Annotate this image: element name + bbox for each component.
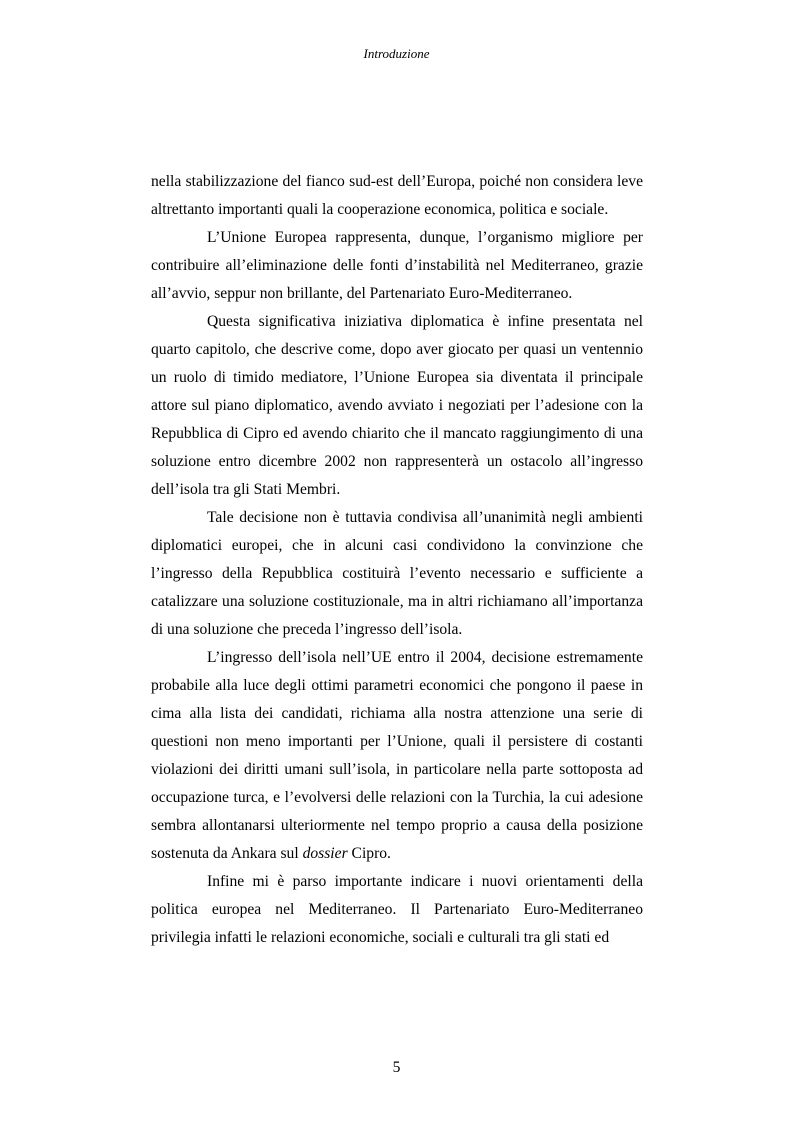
paragraph: Tale decisione non è tuttavia condivisa all’unanimità negli ambienti diplomatici europei, che in alcuni casi condividono la convinzione che l’ingresso della Repubblica costituirà l’evento necessario e sufficiente a catalizzare una soluzione costituzionale, ma in altri richiamano all’importanza di una soluzione che preceda l’ingresso dell’isola. [151,509,643,638]
paragraph-text: Cipro. [347,845,391,862]
page-number: 5 [392,1059,401,1076]
paragraph: Infine mi è parso importante indicare i nuovi orientamenti della politica europea nel Mediterraneo. Il Partenariato Euro-Mediterraneo privilegia infatti le relazioni economiche, sociali e culturali tra gli stati ed [151,873,643,946]
body-text [151,168,643,952]
paragraph [151,644,643,868]
paragraph: L’Unione Europea rappresenta, dunque, l’organismo migliore per contribuire all’eliminazione delle fonti d’instabilità nel Mediterraneo, grazie all’avvio, seppur non brillante, del Partenariato Euro-Mediterraneo. [151,229,643,302]
emphasized-term: dossier [302,845,348,862]
paragraph-text: L’ingresso dell’isola nell’UE entro il 2004, decisione estremamente probabile alla luce degli ottimi parametri economici che pongono il paese in cima alla lista dei candidati, richiama alla nostra attenzione una serie di questioni non meno importanti per l’Unione, quali il persistere di costanti violazioni dei diritti umani sull’isola, in particolare nella parte sottoposta ad occupazione turca, e l’evolversi delle relazioni con la Turchia, la cui adesione sembra allontanarsi ulteriormente nel tempo proprio a causa della posizione sostenuta da Ankara sul [151,649,643,862]
running-header: Introduzione [363,46,430,61]
paragraph: Questa significativa iniziativa diplomatica è infine presentata nel quarto capitolo, che descrive come, dopo aver giocato per quasi un ventennio un ruolo di timido mediatore, l’Unione Europea sia diventata il principale attore sul piano diplomatico, avendo avviato i negoziati per l’adesione con la Repubblica di Cipro ed avendo chiarito che il mancato raggiungimento di una soluzione entro dicembre 2002 non rappresenterà un ostacolo all’ingresso dell’isola tra gli Stati Membri. [151,313,643,498]
paragraph: nella stabilizzazione del fianco sud-est dell’Europa, poiché non considera leve altrettanto importanti quali la cooperazione economica, politica e sociale. [151,173,643,218]
